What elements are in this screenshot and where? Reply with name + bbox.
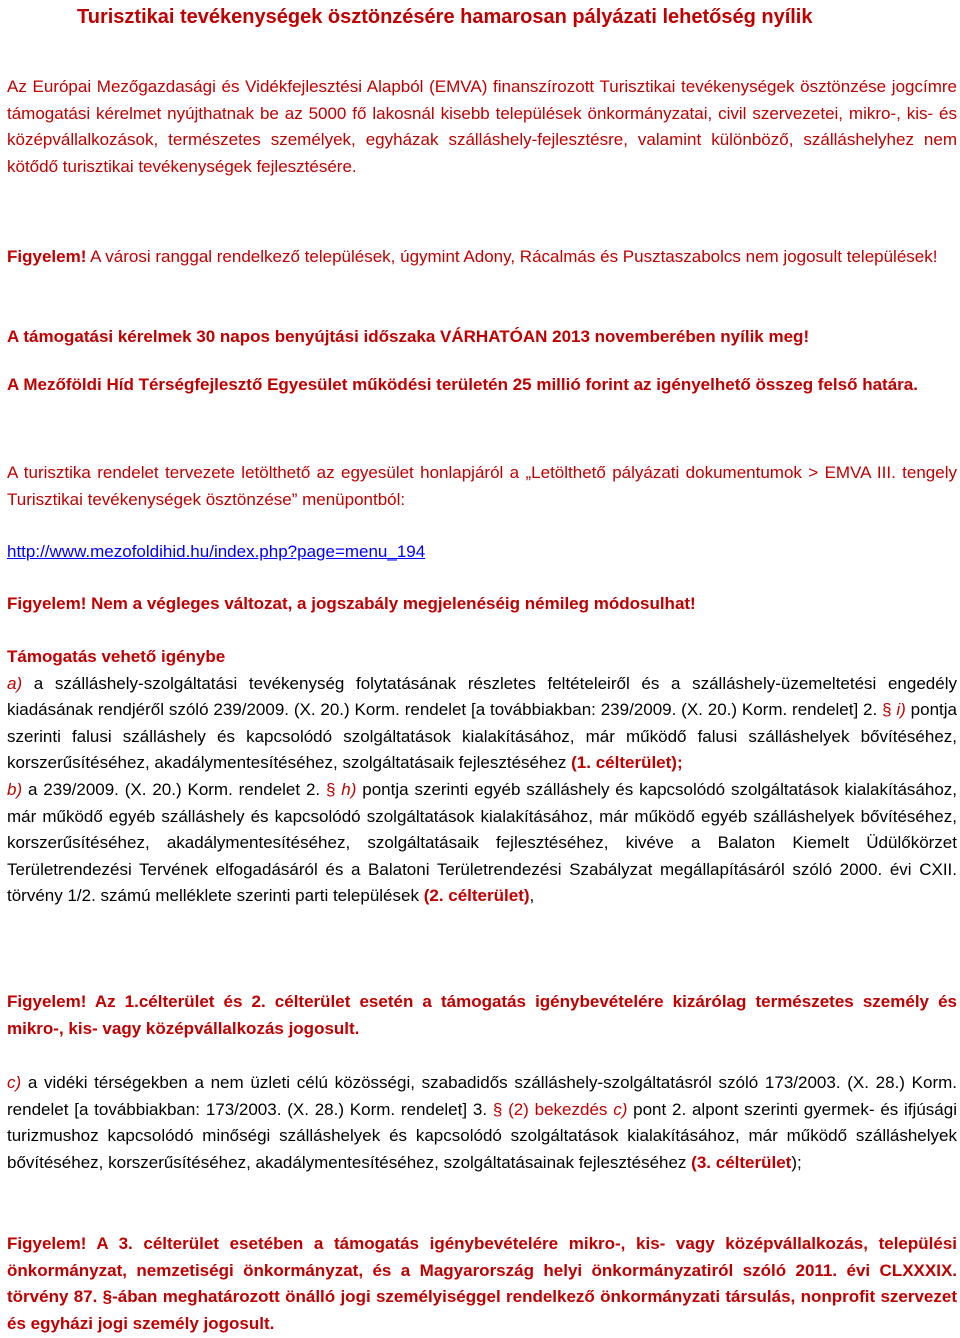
text-run: pont 2. alpont szerinti gyermek- és ifjúsági turizmushoz kapcsolódó minőségi szálláshelyek és kapcsolódó szolgáltatások kialakításához, már működő szálláshelyek bővítéséhez, korszerűsítéséhez, akadálymentesítéséhez, szolgáltatásainak fejlesztéséhez	[7, 1099, 957, 1172]
warning-target-3-paragraph	[7, 1231, 957, 1337]
text-run: pontja szerinti falusi szálláshely és kapcsolódó szolgáltatások kialakításához, már működő falusi szálláshelyek bővítéséhez, korszerűsítéséhez, akadálymentesítéséhez, szolgáltatásaik fejlesztéséhez	[7, 700, 957, 773]
intro-paragraph	[7, 74, 957, 180]
text-run: §	[325, 779, 342, 799]
text-run: ,	[529, 886, 535, 906]
eligible-items-paragraph	[7, 644, 957, 910]
warning-cities-paragraph	[7, 244, 957, 271]
download-link-paragraph	[7, 539, 957, 566]
text-run: §	[882, 700, 897, 720]
text-run: a vidéki térségekben a nem üzleti célú közösségi, szabadidős szálláshely-szolgáltatásról szóló 173/2003. (X. 28.) Korm. rendelet [a továbbiakban: 173/2003. (X. 28.) Korm. rendelet] 3.	[7, 1073, 957, 1119]
text-run: pontja szerinti egyéb szálláshely és kapcsolódó szolgáltatások kialakításához, már működő egyéb szálláshely és kapcsolódó szolgáltatások kialakításához, már működő egyéb szálláshelyek bővítéséhez, korszerűsítéséhez, akadálymentesítéséhez, szolgáltatásaik fejlesztéséhez, kivéve a Balaton Kiemelt Üdülőkörzet Területrendezési Tervének elfogadásáról és a Balatoni Területrendezési Szabályzat megállapításáról szóló 2000. évi CXII. törvény 1/2. számú melléklete szerinti parti települések	[7, 779, 957, 906]
text-run: A városi ranggal rendelkező települések, úgymint Adony, Rácalmás és Pusztaszabolcs nem jogosult települések!	[86, 247, 938, 266]
deadline-paragraph	[7, 324, 957, 351]
bold-text-run: (1. célterület);	[571, 753, 683, 773]
text-run: A turisztika rendelet tervezete letölthető az egyesület honlapjáról a „Letölthető pályázati dokumentumok > EMVA III. tengely Turisztikai tevékenységek ösztönzése” menüpontból:	[7, 463, 957, 509]
bold-text-run: Figyelem! A 3. célterület esetében a támogatás igénybevételére mikro-, kis- vagy középvállalkozás, települési önkormányzat, nemzetiségi önkormányzat, és a Magyarország helyi önkormányzatiról szóló 2011. évi CLXXXIX. törvény 87. §-ában meghatározott önálló jogi személyiséggel rendelkező önkormányzati társulás, nonprofit szervezet és egyházi jogi személy jogosult.	[7, 1234, 957, 1333]
italic-text-run: i)	[896, 700, 906, 720]
bold-text-run: Figyelem!	[7, 247, 87, 266]
bold-text-run: A Mezőföldi Híd Térségfejlesztő Egyesület működési területén 25 millió forint az igényelhető összeg felső határa.	[7, 375, 918, 394]
item-c-paragraph	[7, 1070, 957, 1176]
draft-download-paragraph	[7, 460, 957, 513]
italic-text-run: b)	[7, 779, 23, 799]
warning-changes-paragraph	[7, 591, 957, 618]
text-run: a 239/2009. (X. 20.) Korm. rendelet 2.	[22, 779, 326, 799]
bold-text-run: (3. célterület	[691, 1152, 792, 1172]
italic-text-run: a)	[7, 673, 23, 693]
bold-text-run: Figyelem! Az 1.célterület és 2. célterület esetén a támogatás igénybevételére kizárólag természetes személy és mikro-, kis- vagy középvállalkozás jogosult.	[7, 992, 957, 1038]
document-title: Turisztikai tevékenységek ösztönzésére hamarosan pályázati lehetőség nyílik	[77, 6, 813, 28]
text-run: a szálláshely-szolgáltatási tevékenység folytatásának részletes feltételeiről és a szálláshely-üzemeltetési engedély kiadásának rendjéről szóló 239/2009. (X. 20.) Korm. rendelet [a továbbiakban: 239/2009. (X. 20.) Korm. rendelet] 2.	[7, 673, 957, 720]
download-link[interactable]: http://www.mezofoldihid.hu/index.php?page=menu_194	[7, 542, 426, 561]
bold-text-run: (2. célterület)	[423, 886, 530, 906]
warning-target-1-2-paragraph	[7, 989, 957, 1042]
text-run: § (2) bekezdés	[492, 1099, 614, 1119]
text-run: Az Európai Mezőgazdasági és Vidékfejlesztési Alapból (EMVA) finanszírozott Turisztikai tevékenységek ösztönzése jogcímre támogatási kérelmet nyújthatnak be az 5000 fő lakosnál kisebb települések önkormányzatai, civil szervezetei, mikro-, kis- és középvállalkozások, természetes személyek, egyházak szálláshely-fejlesztésre, valamint különböző, szálláshelyhez nem kötődő turisztikai tevékenységek fejlesztésére.	[7, 77, 957, 176]
text-run: );	[791, 1152, 802, 1172]
italic-text-run: c)	[7, 1073, 22, 1092]
italic-text-run: c)	[613, 1099, 628, 1119]
bold-text-run: Figyelem! Nem a végleges változat, a jogszabály megjelenéséig némileg módosulhat!	[7, 594, 696, 613]
bold-text-run: A támogatási kérelmek 30 napos benyújtási időszaka VÁRHATÓAN 2013 novemberében nyílik meg!	[7, 327, 810, 346]
italic-text-run: h)	[341, 779, 357, 799]
max-amount-paragraph	[7, 372, 957, 399]
bold-text-run: Támogatás vehető igénybe	[7, 647, 226, 666]
